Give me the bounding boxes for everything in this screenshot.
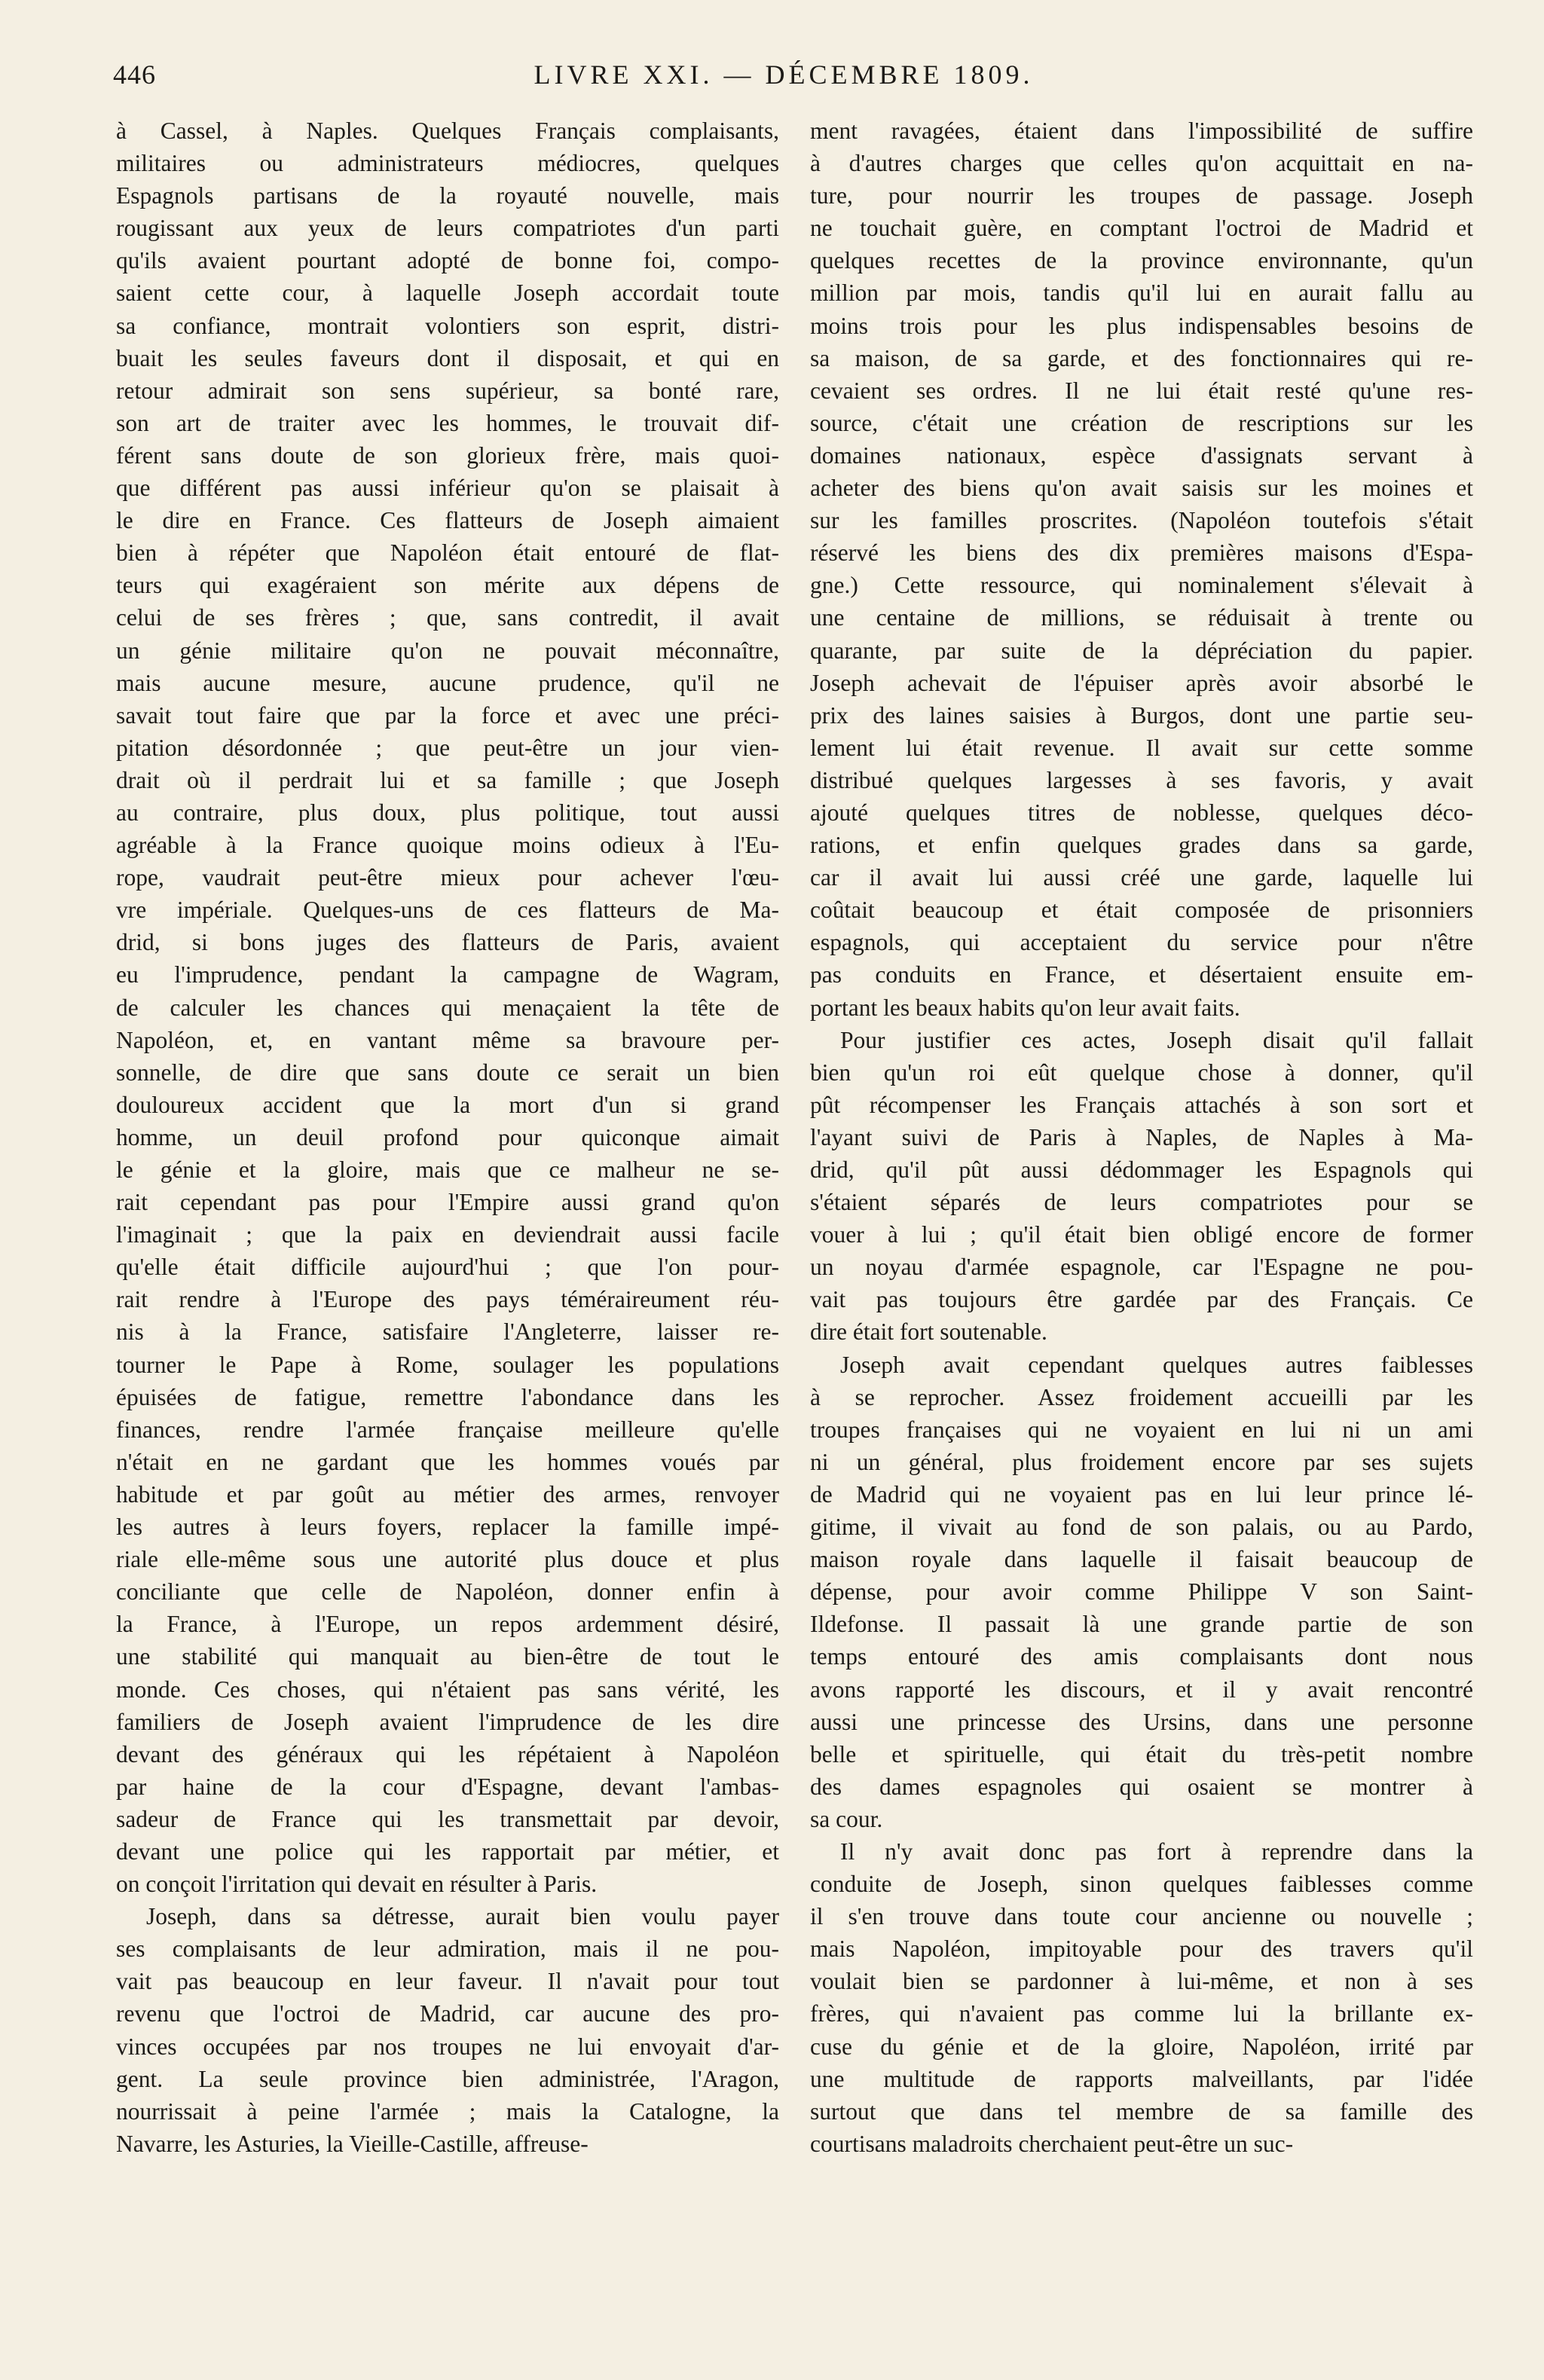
text-line: retour admirait son sens supérieur, sa bonté rare, xyxy=(116,377,779,404)
text-line: tourner le Pape à Rome, soulager les populations xyxy=(116,1351,779,1378)
text-line: rait cependant pas pour l'Empire aussi grand qu'on xyxy=(116,1189,779,1216)
text-line: devant des généraux qui les répétaient à Napoléon xyxy=(116,1740,779,1767)
text-line: s'étaient séparés de leurs compatriotes pour se xyxy=(810,1189,1473,1216)
text-line: vouer à lui ; qu'il était bien obligé encore de former xyxy=(810,1221,1473,1248)
text-line: Il n'y avait donc pas fort à reprendre dans la xyxy=(840,1838,1473,1865)
text-line: les autres à leurs foyers, replacer la famille impé- xyxy=(116,1514,779,1541)
text-line: sadeur de France qui les transmettait par devoir, xyxy=(116,1805,779,1832)
text-line: pût récompenser les Français attachés à son sort et xyxy=(810,1091,1473,1118)
text-line: de Madrid qui ne voyaient pas en lui leur prince lé- xyxy=(810,1480,1473,1508)
text-line: on conçoit l'irritation qui devait en résulter à Paris. xyxy=(116,1871,598,1898)
text-line: l'imaginait ; que la paix en deviendrait aussi facile xyxy=(116,1221,779,1248)
text-line: sonnelle, de dire que sans doute ce serait un bien xyxy=(116,1059,779,1086)
text-line: ne touchait guère, en comptant l'octroi de Madrid et xyxy=(810,215,1473,242)
text-line: monde. Ces choses, qui n'étaient pas sans vérité, les xyxy=(116,1676,779,1703)
text-line: rope, vaudrait peut-être mieux pour achever l'œu- xyxy=(116,864,779,891)
text-line: un génie militaire qu'on ne pouvait méconnaître, xyxy=(116,637,779,664)
text-line: nourrissait à peine l'armée ; mais la Catalogne, la xyxy=(116,2097,779,2125)
text-line: portant les beaux habits qu'on leur avait faits. xyxy=(810,994,1240,1021)
text-line: l'ayant suivi de Paris à Naples, de Naples à Ma- xyxy=(810,1123,1473,1150)
text-line: finances, rendre l'armée française meilleure qu'elle xyxy=(116,1416,779,1443)
text-line: prix des laines saisies à Burgos, dont une partie seu- xyxy=(810,701,1473,729)
text-line: million par mois, tandis qu'il lui en aurait fallu au xyxy=(810,280,1473,307)
text-line: mais Napoléon, impitoyable pour des travers qu'il xyxy=(810,1935,1473,1963)
text-line: Pour justifier ces actes, Joseph disait qu'il fallait xyxy=(840,1026,1473,1053)
text-line: épuisées de fatigue, remettre l'abondance dans les xyxy=(116,1383,779,1410)
text-line: avons rapporté les discours, et il y avait rencontré xyxy=(810,1676,1473,1703)
text-line: gitime, il vivait au fond de son palais, ou au Pardo, xyxy=(810,1514,1473,1541)
text-line: n'était en ne gardant que les hommes voués par xyxy=(116,1448,779,1475)
text-line: Joseph avait cependant quelques autres faiblesses xyxy=(840,1351,1473,1378)
text-line: à se reprocher. Assez froidement accueilli par les xyxy=(810,1383,1473,1410)
text-line: domaines nationaux, espèce d'assignats servant à xyxy=(810,441,1473,469)
text-line: moins trois pour les plus indispensables besoins de xyxy=(810,312,1473,339)
text-line: saient cette cour, à laquelle Joseph accordait toute xyxy=(116,280,779,307)
text-line: à Cassel, à Naples. Quelques Français complaisants, xyxy=(116,118,779,144)
text-line: belle et spirituelle, qui était du très-petit nombre xyxy=(810,1740,1473,1767)
text-line: une centaine de millions, se réduisait à trente ou xyxy=(810,604,1473,631)
text-line: devant une police qui les rapportait par métier, et xyxy=(116,1838,779,1865)
text-line: vinces occupées par nos troupes ne lui envoyait d'ar- xyxy=(116,2033,779,2060)
text-line: réservé les biens des dix premières maisons d'Espa- xyxy=(810,539,1473,567)
text-line: sur les familles proscrites. (Napoléon toutefois s'était xyxy=(810,507,1473,534)
text-line: dire était fort soutenable. xyxy=(810,1318,1047,1346)
text-line: drid, si bons juges des flatteurs de Paris, avaient xyxy=(116,929,779,956)
text-line: courtisans maladroits cherchaient peut-être un suc- xyxy=(810,2130,1294,2157)
text-line: espagnols, qui acceptaient du service pour n'être xyxy=(810,929,1473,956)
text-line: il s'en trouve dans toute cour ancienne ou nouvelle ; xyxy=(810,1903,1473,1930)
text-line: ment ravagées, étaient dans l'impossibilité de suffire xyxy=(810,118,1473,144)
text-line: Joseph, dans sa détresse, aurait bien voulu payer xyxy=(146,1903,779,1930)
text-line: vait pas beaucoup en leur faveur. Il n'avait pour tout xyxy=(116,1968,779,1995)
text-line: que différent pas aussi inférieur qu'on se plaisait à xyxy=(116,475,779,502)
text-line: homme, un deuil profond pour quiconque aimait xyxy=(116,1123,779,1150)
text-line: drid, qu'il pût aussi dédommager les Espagnols qui xyxy=(810,1156,1473,1183)
text-line: son art de traiter avec les hommes, le trouvait dif- xyxy=(116,409,779,436)
text-line: familiers de Joseph avaient l'imprudence de les dire xyxy=(116,1708,779,1735)
text-line: cuse du génie et de la gloire, Napoléon, irrité par xyxy=(810,2033,1473,2060)
text-line: sa cour. xyxy=(810,1805,883,1832)
running-head xyxy=(113,59,1454,104)
text-line: source, c'était une création de rescriptions sur les xyxy=(810,409,1473,436)
text-line: vre impériale. Quelques-uns de ces flatteurs de Ma- xyxy=(116,897,779,924)
text-line: rait rendre à l'Europe des pays téméraireument réu- xyxy=(116,1286,779,1313)
text-line: Ildefonse. Il passait là une grande partie de son xyxy=(810,1611,1473,1638)
text-line: par haine de la cour d'Espagne, devant l'ambas- xyxy=(116,1773,779,1800)
text-line: agréable à la France quoique moins odieux à l'Eu- xyxy=(116,832,779,859)
text-line: celui de ses frères ; que, sans contredit, il avait xyxy=(116,604,779,631)
text-line: rougissant aux yeux de leurs compatriotes d'un parti xyxy=(116,215,779,242)
text-line: ajouté quelques titres de noblesse, quelques déco- xyxy=(810,799,1473,826)
text-line: troupes françaises qui ne voyaient en lui ni un ami xyxy=(810,1416,1473,1443)
text-line: voulait bien se pardonner à lui-même, et non à ses xyxy=(810,1968,1473,1995)
text-line: rations, et enfin quelques grades dans sa garde, xyxy=(810,832,1473,859)
text-line: surtout que dans tel membre de sa famille des xyxy=(810,2097,1473,2125)
text-line: mais aucune mesure, aucune prudence, qu'il ne xyxy=(116,669,779,696)
text-line: ses complaisants de leur admiration, mais il ne pou- xyxy=(116,1935,779,1963)
text-line: Joseph achevait de l'épuiser après avoir absorbé le xyxy=(810,669,1473,696)
text-line: Espagnols partisans de la royauté nouvelle, mais xyxy=(116,182,779,209)
text-line: temps entouré des amis complaisants dont nous xyxy=(810,1643,1473,1670)
text-line: douloureux accident que la mort d'un si grand xyxy=(116,1091,779,1118)
text-line: vait pas toujours être gardée par des Français. Ce xyxy=(810,1286,1473,1313)
text-line: de calculer les chances qui menaçaient la tête de xyxy=(116,994,779,1021)
text-line: buait les seules faveurs dont il disposait, et qui en xyxy=(116,344,779,371)
text-column-right xyxy=(810,115,1473,2160)
text-line: dépense, pour avoir comme Philippe V son Saint- xyxy=(810,1578,1473,1606)
text-line: riale elle-même sous une autorité plus douce et plus xyxy=(116,1546,779,1573)
text-line: conduite de Joseph, sinon quelques faiblesses comme xyxy=(810,1871,1473,1898)
text-line: frères, qui n'avaient pas comme lui la brillante ex- xyxy=(810,2000,1473,2027)
text-line: conciliante que celle de Napoléon, donner enfin à xyxy=(116,1578,779,1606)
text-line: quelques recettes de la province environnante, qu'un xyxy=(810,247,1473,274)
text-line: quarante, par suite de la dépréciation du papier. xyxy=(810,637,1473,664)
text-line: aussi une princesse des Ursins, dans une personne xyxy=(810,1708,1473,1735)
text-line: habitude et par goût au métier des armes, renvoyer xyxy=(116,1480,779,1508)
text-line: distribué quelques largesses à ses favoris, y avait xyxy=(810,766,1473,793)
running-title: LIVRE XXI. — DÉCEMBRE 1809. xyxy=(534,60,1034,90)
text-line: au contraire, plus doux, plus politique, tout aussi xyxy=(116,799,779,826)
text-line: le dire en France. Ces flatteurs de Joseph aimaient xyxy=(116,507,779,534)
text-line: acheter des biens qu'on avait saisis sur les moines et xyxy=(810,475,1473,502)
text-line: eu l'imprudence, pendant la campagne de Wagram, xyxy=(116,961,779,988)
text-line: bien à répéter que Napoléon était entouré de flat- xyxy=(116,539,779,567)
text-line: sa maison, de sa garde, et des fonctionnaires qui re- xyxy=(810,344,1473,371)
text-line: militaires ou administrateurs médiocres, quelques xyxy=(116,150,779,177)
text-line: des dames espagnoles qui osaient se montrer à xyxy=(810,1773,1473,1800)
text-line: une multitude de rapports malveillants, par l'idée xyxy=(810,2065,1473,2092)
text-line: sa confiance, montrait volontiers son esprit, distri- xyxy=(116,312,779,339)
text-line: une stabilité qui manquait au bien-être de tout le xyxy=(116,1643,779,1670)
text-line: à d'autres charges que celles qu'on acquittait en na- xyxy=(810,150,1473,177)
text-line: pas conduits en France, et désertaient ensuite em- xyxy=(810,961,1473,988)
text-line: qu'ils avaient pourtant adopté de bonne foi, compo- xyxy=(116,247,779,274)
text-line: ture, pour nourrir les troupes de passage. Joseph xyxy=(810,182,1473,209)
text-line: lement lui était revenue. Il avait sur cette somme xyxy=(810,734,1473,761)
text-line: revenu que l'octroi de Madrid, car aucune des pro- xyxy=(116,2000,779,2027)
text-line: savait tout faire que par la force et avec une préci- xyxy=(116,701,779,729)
text-line: gne.) Cette ressource, qui nominalement s'élevait à xyxy=(810,572,1473,599)
text-line: car il avait lui aussi créé une garde, laquelle lui xyxy=(810,864,1473,891)
text-line: Napoléon, et, en vantant même sa bravoure per- xyxy=(116,1026,779,1053)
text-column-left xyxy=(116,115,779,2160)
text-line: férent sans doute de son glorieux frère, mais quoi- xyxy=(116,441,779,469)
text-line: nis à la France, satisfaire l'Angleterre, laisser re- xyxy=(116,1318,779,1346)
text-line: maison royale dans laquelle il faisait beaucoup de xyxy=(810,1546,1473,1573)
text-line: ni un général, plus froidement encore par ses sujets xyxy=(810,1448,1473,1475)
text-line: le génie et la gloire, mais que ce malheur ne se- xyxy=(116,1156,779,1183)
text-line: gent. La seule province bien administrée, l'Aragon, xyxy=(116,2065,779,2092)
page-number: 446 xyxy=(113,60,156,90)
text-line: Navarre, les Asturies, la Vieille-Castille, affreuse- xyxy=(116,2130,589,2157)
text-line: cevaient ses ordres. Il ne lui était resté qu'une res- xyxy=(810,377,1473,404)
text-line: la France, à l'Europe, un repos ardemment désiré, xyxy=(116,1611,779,1638)
text-line: drait où il perdrait lui et sa famille ; que Joseph xyxy=(116,766,779,793)
text-line: qu'elle était difficile aujourd'hui ; que l'on pour- xyxy=(116,1254,779,1281)
text-line: bien qu'un roi eût quelque chose à donner, qu'il xyxy=(810,1059,1473,1086)
text-line: coûtait beaucoup et était composée de prisonniers xyxy=(810,897,1473,924)
text-line: pitation désordonnée ; que peut-être un jour vien- xyxy=(116,734,779,761)
text-line: un noyau d'armée espagnole, car l'Espagne ne pou- xyxy=(810,1254,1473,1281)
text-line: teurs qui exagéraient son mérite aux dépens de xyxy=(116,572,779,599)
